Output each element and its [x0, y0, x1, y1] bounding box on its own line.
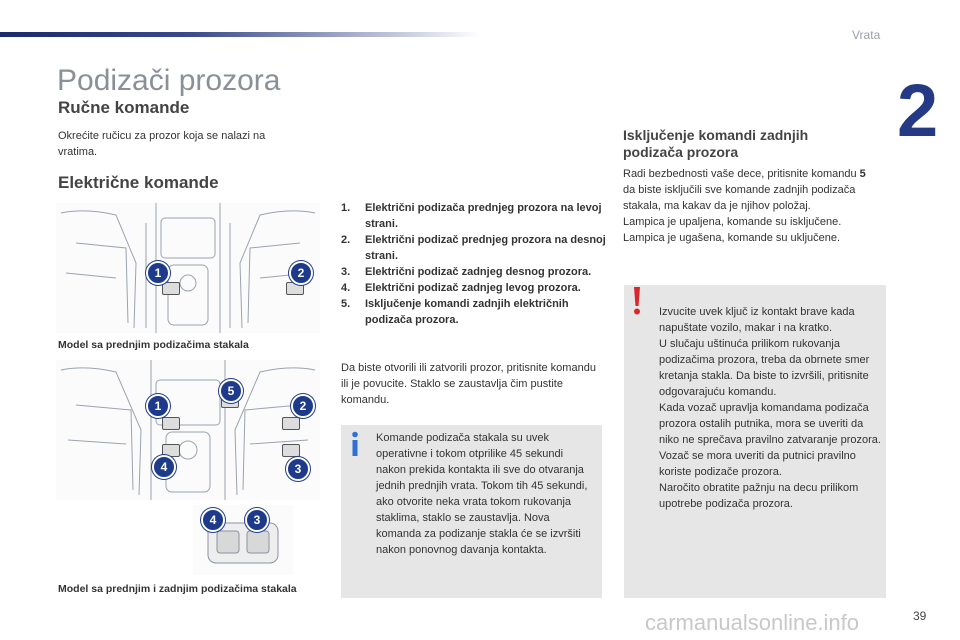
electric-heading: Električne komande [58, 173, 219, 192]
list-item [341, 200, 606, 232]
switch-front-left [162, 417, 180, 430]
badge-2: 2 [291, 394, 315, 418]
console-drawing-2 [56, 360, 320, 500]
warning-line: Kada vozač upravlja komandama podizača prozora ostalih putnika, mora se uveriti da niko ne sprečava pravilno zatvaranje prozora. [659, 402, 881, 446]
warning-line: Vozač se mora uveriti da putnici pravilno koriste podizače prozora. [659, 450, 856, 478]
list-item [341, 296, 606, 328]
list-item [341, 232, 606, 264]
manual-text: Okrećite ručicu za prozor koja se nalazi na vratima. [58, 130, 266, 158]
rear-switches-illustration [193, 505, 293, 575]
badge-5: 5 [219, 379, 243, 403]
lamp-on-text: Lampica je upaljena, komande su isključene. [623, 216, 842, 228]
switch-rear-right [282, 444, 300, 457]
caption-front-rear: Model sa prednjim i zadnjim podizačima stakala [58, 583, 297, 595]
manual-heading: Ručne komande [58, 98, 190, 117]
badge-4: 4 [201, 508, 225, 532]
warning-box [624, 285, 886, 598]
front-windows-illustration [56, 203, 320, 333]
info-icon [348, 431, 362, 457]
list-number: 4. [341, 282, 351, 294]
list-text: Električni podizača prednjeg prozora na levoj strani. [365, 202, 602, 230]
page-title: Podizači prozora [57, 64, 281, 97]
warning-text [659, 304, 881, 512]
page-number: 39 [913, 609, 927, 623]
warning-line: Izvucite uvek ključ iz kontakt brave kada napuštate vozilo, makar i na kratko. [659, 306, 855, 334]
console-drawing-1 [56, 203, 320, 333]
badge-3: 3 [286, 457, 310, 481]
disable-text-a: Radi bezbednosti vaše dece, pritisnite komandu [623, 168, 860, 180]
disable-text-b: da biste isključili sve komande zadnjih podizača stakala, ma kakav da je njihov položaj. [623, 184, 856, 212]
badge-4: 4 [152, 455, 176, 479]
info-box [341, 425, 602, 598]
list-text: Električni podizač prednjeg prozora na desnoj strani. [365, 234, 606, 262]
controls-list [341, 200, 606, 328]
badge-1: 1 [146, 394, 170, 418]
section-label: Vrata [852, 28, 881, 42]
list-item [341, 264, 606, 280]
badge-2: 2 [289, 261, 313, 285]
chapter-number: 2 [897, 69, 937, 152]
warning-icon [632, 287, 642, 315]
list-number: 5. [341, 298, 351, 310]
list-number: 3. [341, 266, 351, 278]
list-number: 2. [341, 234, 351, 246]
disable-heading: Isključenje komandi zadnjih podizača prozora [623, 127, 809, 160]
info-text: Komande podizača stakala su uvek operativne i tokom otprilike 45 sekundi nakon prekida kontakta ili sve do otvaranja jednih prednjih vrata. Tokom tih 45 sekundi, ako otvorite neka vrata tokom rukovanja staklima, staklo se zaustavlja. Nova komanda za podizanje stakla će se izvršiti nakon ponovnog davanja kontakta. [376, 432, 588, 556]
front-rear-windows-illustration [56, 360, 320, 500]
disable-text-number: 5 [859, 168, 866, 180]
lamp-off-text: Lampica je ugašena, komande su uključene. [623, 232, 841, 244]
disable-text [623, 166, 878, 246]
watermark: carmanualsonline.info [645, 610, 860, 635]
caption-front: Model sa prednjim podizačima stakala [58, 339, 249, 351]
switch-front-left [162, 282, 180, 295]
warning-line: Naročito obratite pažnju na decu prilikom upotrebe podizača prozora. [659, 482, 859, 510]
badge-1: 1 [146, 261, 170, 285]
switch-front-right [282, 417, 300, 430]
badge-3: 3 [245, 508, 269, 532]
electric-description: Da biste otvorili ili zatvorili prozor, pritisnite komandu ili je povucite. Staklo se zaustavlja čim pustite komandu. [341, 362, 596, 406]
list-text: Električni podizač zadnjeg desnog prozora. [365, 266, 592, 278]
list-text: Električni podizač zadnjeg levog prozora. [365, 282, 581, 294]
list-item [341, 280, 606, 296]
list-number: 1. [341, 202, 351, 214]
header-gradient-bar [0, 32, 480, 37]
list-text: Isključenje komandi zadnjih električnih podizača prozora. [365, 298, 569, 326]
warning-line: U slučaju uštinuća prilikom rukovanja podizačima prozora, treba da obrnete smer kretanja stakla. Da biste to izvršili, pritisnite odgovarajuću komandu. [659, 338, 870, 398]
